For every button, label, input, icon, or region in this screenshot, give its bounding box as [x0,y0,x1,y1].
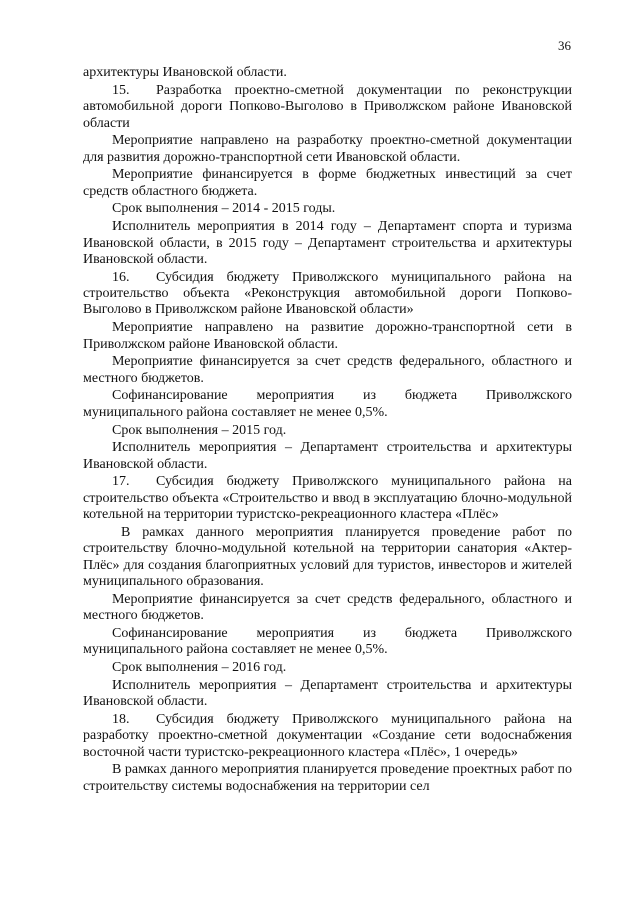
paragraph [83,133,572,166]
numbered-paragraph [83,270,572,319]
paragraph-text: Субсидия бюджету Приволжского муниципального района на строительство объекта «Реконструкция автомобильной дороги Попково-Выголово в Приволжском районе Ивановской области» [83,269,572,318]
paragraph-text: Субсидия бюджету Приволжского муниципального района на разработку проектно-сметной документации «Создание сети водоснабжения восточной части туристско-рекреационного кластера «Плёс», 1 очередь» [83,711,572,760]
paragraph-text: Мероприятие финансируется за счет средств федерального, областного и местного бюджетов. [83,591,572,624]
paragraph [83,219,572,268]
paragraph-text: Срок выполнения – 2014 - 2015 годы. [112,201,336,217]
paragraph [83,423,572,439]
paragraph [83,354,572,387]
paragraph [83,388,572,421]
paragraph-text: Срок выполнения – 2016 год. [112,659,287,675]
paragraph-text: Софинансирование мероприятия из бюджета Приволжского муниципального района составляет не менее 0,5%. [83,388,572,420]
paragraph-text: Мероприятие направлено на развитие дорожно-транспортной сети в Приволжском районе Ивановской области. [83,320,572,352]
paragraph-text: Субсидия бюджету Приволжского муниципального района на строительство объекта «Строительство и ввод в эксплуатацию блочно-модульной котельной на территории туристско-рекреационного кластера «Плёс» [83,474,572,523]
paragraph-text: Мероприятие финансируется за счет средств федерального, областного и местного бюджетов. [83,354,572,386]
paragraph-text: Мероприятие финансируется в форме бюджетных инвестиций за счет средств областного бюджета. [83,167,572,199]
page-number: 36 [558,38,571,53]
item-number: 17. [112,474,130,490]
numbered-paragraph [83,83,572,132]
paragraph-text: Исполнитель мероприятия – Департамент строительства и архитектуры Ивановской области. [83,677,572,710]
paragraph [83,201,572,217]
paragraph [83,592,572,625]
paragraph-text: Срок выполнения – 2015 год. [112,422,287,438]
paragraph-text: Исполнитель мероприятия – Департамент строительства и архитектуры Ивановской области. [83,440,572,472]
paragraph [83,525,572,591]
paragraph-text: В рамках данного мероприятия планируется проведение проектных работ по строительству системы водоснабжения на территории сел [83,762,572,794]
paragraph [83,320,572,353]
numbered-paragraph [83,474,572,523]
paragraph [83,626,572,659]
paragraph-text: Разработка проектно-сметной документации по реконструкции автомобильной дороги Попково-Выголово в Приволжском районе Ивановской области [83,82,572,131]
paragraph-text: Софинансирование мероприятия из бюджета Приволжского муниципального района составляет не менее 0,5%. [83,625,572,658]
paragraph-text: архитектуры Ивановской области. [83,65,287,80]
paragraph-text: В рамках данного мероприятия планируется проведение работ по строительству блочно-модульной котельной на территории санатория «Актер-Плёс» для создания благоприятных условий для туристов, инвесторов и жителей муниципального образования. [83,524,572,590]
item-number: 18. [112,711,130,727]
item-number: 15. [112,82,130,98]
paragraph [83,440,572,473]
document-body [83,65,572,796]
paragraph [83,762,572,795]
paragraph [83,678,572,711]
paragraph-text: Исполнитель мероприятия в 2014 году – Департамент спорта и туризма Ивановской области, в 2015 году – Департамент строительства и архитектуры Ивановской области. [83,219,572,267]
item-number: 16. [112,269,130,285]
paragraph [83,660,572,676]
paragraph-text: Мероприятие направлено на разработку проектно-сметной документации для развития дорожно-транспортной сети Ивановской области. [83,133,572,165]
paragraph [83,167,572,200]
paragraph [83,65,572,81]
numbered-paragraph [83,712,572,761]
